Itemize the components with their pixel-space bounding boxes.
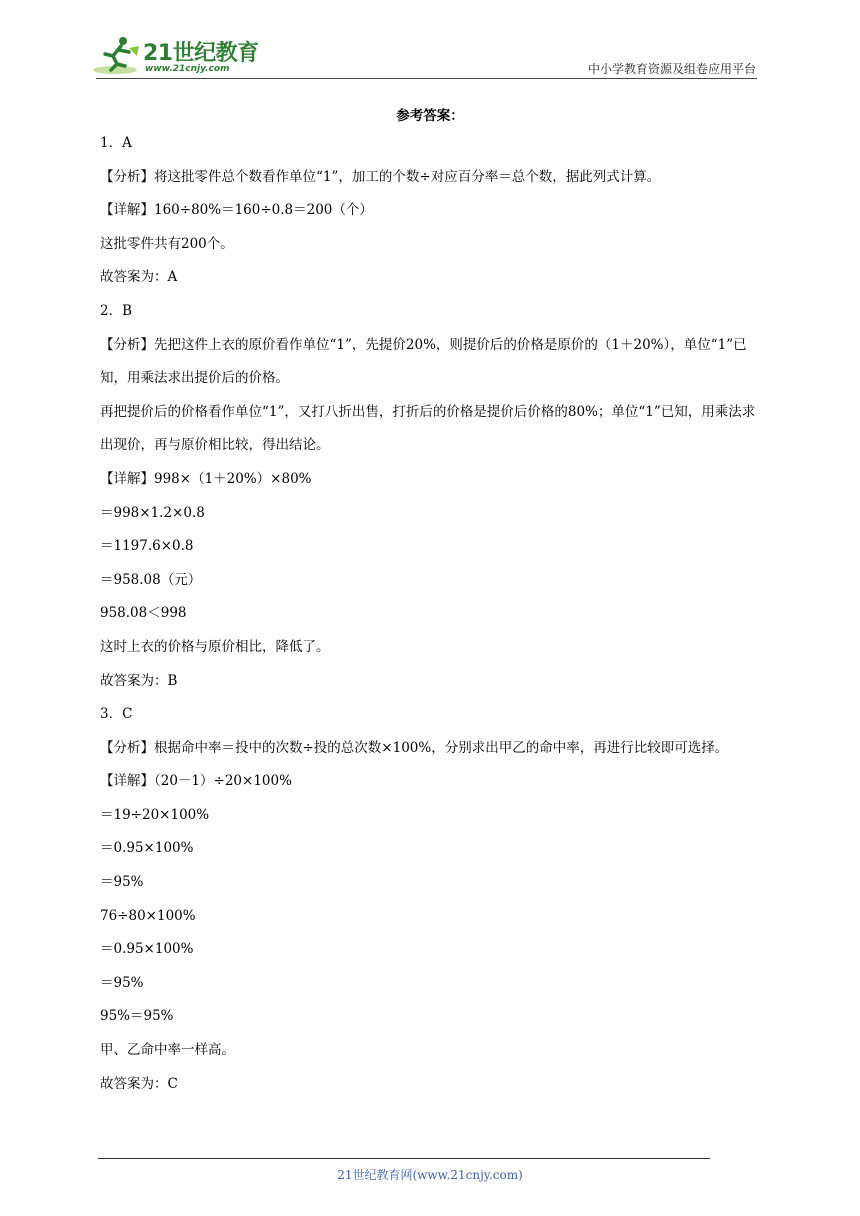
answer-line: ＝958.08（元） bbox=[100, 571, 202, 588]
footer-link[interactable]: 21世纪教育网(www.21cnjy.com) bbox=[337, 1168, 523, 1182]
platform-name: 中小学教育资源及组卷应用平台 bbox=[587, 62, 756, 76]
answer-line: 这时上衣的价格与原价相比，降低了。 bbox=[100, 638, 330, 655]
logo-url: www.21cnjy.com bbox=[145, 64, 230, 74]
answer-line: 【分析】根据命中率＝投中的次数÷投的总次数×100%，分别求出甲乙的命中率，再进行比较即可选择。 bbox=[100, 739, 729, 756]
answer-line: 76÷80×100% bbox=[100, 907, 196, 924]
answer-line: ＝0.95×100% bbox=[100, 941, 194, 958]
answer-line: 958.08＜998 bbox=[100, 605, 187, 622]
answer-line: 2．B bbox=[100, 302, 133, 319]
logo-text: 21世纪教育 bbox=[143, 41, 259, 66]
site-logo bbox=[93, 34, 263, 78]
answer-line: ＝19÷20×100% bbox=[100, 806, 210, 823]
answer-line: 【分析】将这批零件总个数看作单位“1”，加工的个数÷对应百分率＝总个数，据此列式计算。 bbox=[100, 168, 661, 185]
answer-line: 【详解】998×（1＋20%）×80% bbox=[100, 470, 312, 487]
answer-line: 故答案为：A bbox=[100, 269, 178, 286]
answer-content bbox=[100, 127, 764, 1101]
answer-line: ＝998×1.2×0.8 bbox=[100, 504, 205, 521]
answer-line: 这批零件共有200个。 bbox=[100, 235, 234, 252]
answer-line: 故答案为：C bbox=[100, 1075, 178, 1092]
answer-line: ＝0.95×100% bbox=[100, 840, 194, 857]
answer-line: 3．C bbox=[100, 706, 133, 723]
answer-line: ＝95% bbox=[100, 874, 144, 891]
answer-line: 甲、乙命中率一样高。 bbox=[100, 1042, 235, 1059]
answer-line: 再把提价后的价格看作单位“1”，又打八折出售，打折后的价格是提价后价格的80%；单位“1”已知，用乘法求出现价，再与原价相比较，得出结论。 bbox=[100, 403, 756, 454]
answer-line: 【分析】先把这件上衣的原价看作单位“1”，先提价20%，则提价后的价格是原价的（1＋20%），单位“1”已知，用乘法求出提价后的价格。 bbox=[100, 336, 747, 387]
runner-logo-icon bbox=[93, 34, 143, 78]
answer-line: 95%＝95% bbox=[100, 1008, 174, 1025]
answer-line: 【详解】160÷80%＝160÷0.8＝200（个） bbox=[100, 202, 373, 219]
answer-line: 1．A bbox=[100, 135, 132, 151]
answer-title: 参考答案： bbox=[396, 108, 464, 124]
header-divider bbox=[96, 78, 757, 79]
page-header bbox=[0, 0, 860, 84]
answer-line: 故答案为：B bbox=[100, 672, 178, 689]
footer-divider bbox=[98, 1158, 710, 1159]
answer-line: ＝95% bbox=[100, 974, 144, 991]
answer-line: 【详解】（20－1）÷20×100% bbox=[100, 773, 292, 790]
answer-line: ＝1197.6×0.8 bbox=[100, 538, 194, 555]
